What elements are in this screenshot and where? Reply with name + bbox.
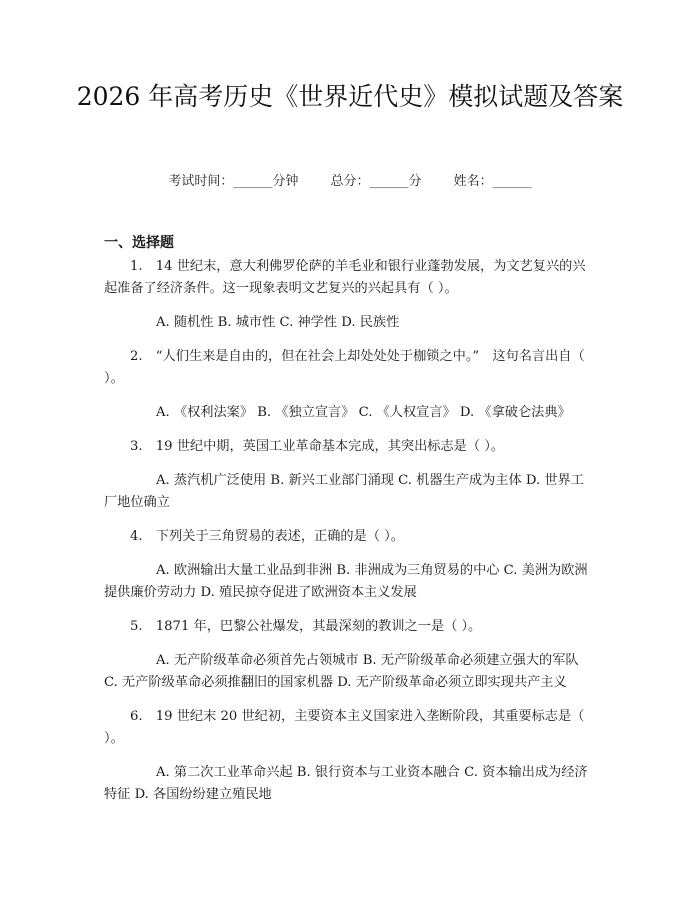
question-stem: 3. 19 世纪中期，英国工业革命基本完成，其突出标志是（ ）。 bbox=[130, 439, 505, 454]
question-list bbox=[104, 256, 594, 818]
question-options: A. 欧洲输出大量工业品到非洲 B. 非洲成为三角贸易的中心 C. 美洲为欧洲提供廉价劳动力 D. 殖民掠夺促进了欧洲资本主义发展 bbox=[104, 563, 588, 600]
question-stem: 1. 14 世纪末，意大利佛罗伦萨的羊毛业和银行业蓬勃发展，为文艺复兴的兴起准备了经济条件。这一现象表明文艺复兴的兴起具有（ ）。 bbox=[104, 259, 586, 296]
total-score-field bbox=[330, 174, 421, 189]
student-name-field bbox=[454, 174, 532, 189]
section-heading: 一、选择题 bbox=[104, 235, 174, 251]
question-options: A. 第二次工业革命兴起 B. 银行资本与工业资本融合 C. 资本输出成为经济特征 D. 各国纷纷建立殖民地 bbox=[104, 765, 588, 802]
document-title: 2026 年高考历史《世界近代史》模拟试题及答案 bbox=[76, 82, 624, 111]
question-stem: 5. 1871 年，巴黎公社爆发，其最深刻的教训之一是（ ）。 bbox=[130, 619, 482, 634]
exam-time-field bbox=[168, 174, 298, 189]
exam-meta-line bbox=[0, 170, 700, 189]
total-score-unit: 分 bbox=[408, 174, 422, 189]
question-options: A. 《权利法案》 B. 《独立宣言》 C. 《人权宣言》 D. 《拿破仑法典》 bbox=[156, 405, 571, 420]
exam-time-label: 考试时间： bbox=[168, 174, 234, 189]
question-options: A. 蒸汽机广泛使用 B. 新兴工业部门涌现 C. 机器生产成为主体 D. 世界工厂地位确立 bbox=[104, 473, 584, 510]
total-score-label: 总分： bbox=[330, 174, 370, 189]
question-stem: 2. “人们生来是自由的，但在社会上却处处处于枷锁之中。” 这句名言出自（ ）。 bbox=[104, 349, 585, 386]
question-stem: 4. 下列关于三角贸易的表述，正确的是（ ）。 bbox=[130, 529, 404, 544]
exam-time-blank: ______ bbox=[233, 174, 273, 189]
question-stem: 6. 19 世纪末 20 世纪初，主要资本主义国家进入垄断阶段，其重要标志是（ ）。 bbox=[104, 709, 585, 746]
question-options: A. 无产阶级革命必须首先占领城市 B. 无产阶级革命必须建立强大的军队 C. 无产阶级革命必须推翻旧的国家机器 D. 无产阶级革命必须立即实现共产主义 bbox=[104, 653, 579, 690]
student-name-blank: ______ bbox=[492, 174, 532, 189]
total-score-blank: ______ bbox=[369, 174, 409, 189]
student-name-label: 姓名： bbox=[453, 174, 493, 189]
question-options: A. 随机性 B. 城市性 C. 神学性 D. 民族性 bbox=[156, 315, 400, 330]
exam-time-unit: 分钟 bbox=[272, 174, 299, 189]
